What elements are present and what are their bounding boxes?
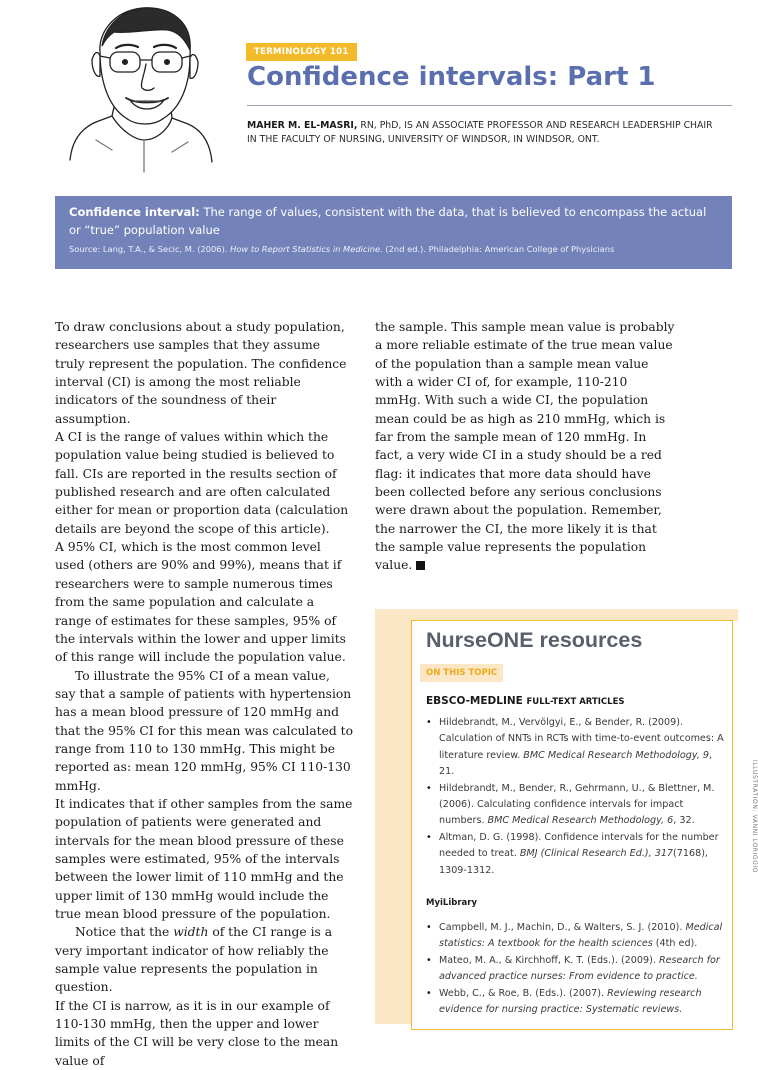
reference-pages: (7168), 1309-1312. — [439, 848, 708, 876]
source-authors: Source: Lang, T.A., & Secic, M. (2006). — [69, 244, 231, 254]
body-text: the sample. This sample mean value is probably a more reliable estimate of the true mean value of the population than a sample mean value with a wider CI of, for example, 110-210 mmHg. With such a wide CI, the population mean could be as high as 210 mmHg, which is far from the sample mean of 120 mmHg. In fact, a very wide CI in a study should be a red flag: it indicates that more data should have been collected before any serious conclusions were drawn about the population. Remember, the narrower the CI, the more likely it is that the sample value represents the population value. — [375, 320, 675, 573]
reference-journal: BMC Medical Research Methodology, 9 — [523, 749, 710, 761]
reference-item[interactable] — [426, 953, 730, 986]
definition-box — [55, 196, 732, 269]
body-paragraph: A 95% CI, which is the most common level used (others are 90% and 99%), means that if researchers were to sample numerous times from the same population and calculate a range of estimates for these samples, 95% of the intervals within the lower and upper limits of this range will include the population value. — [55, 540, 346, 665]
title-divider — [247, 105, 732, 106]
section-heading-sub: FULL-TEXT ARTICLES — [526, 697, 625, 707]
reference-book-title: Reviewing research evidence for nursing practice: Systematic reviews. — [439, 987, 702, 1016]
emphasis-width: width — [173, 925, 209, 940]
author-name: MAHER M. EL-MASRI, — [247, 120, 358, 131]
body-column-right — [375, 318, 675, 575]
reference-text: Hildebrandt, M., Vervölgyi, E., & Bender, R. (2009). Calculation of NNTs in RCTs with time-to-event outcomes: A literature review. — [439, 717, 724, 761]
body-paragraph — [375, 318, 675, 575]
section-tag: TERMINOLOGY 101 — [246, 43, 357, 61]
body-paragraph: To illustrate the 95% CI of a mean value, say that a sample of patients with hypertension has a mean blood pressure of 120 mmHg and that the 95% CI for this mean was calculated to range from 110 to 130 mmHg. This might be reported as: mean 120 mmHg, 95% CI 110-130 mmHg. — [55, 668, 354, 793]
body-paragraph: A CI is the range of values within which the population value being studied is believed to fall. CIs are reported in the results section of published research and are often calculated either for mean or proportion data (calculation details are beyond the scope of this article). — [55, 430, 349, 536]
resources-section-heading — [426, 695, 625, 707]
resources-side-band — [375, 609, 411, 1024]
reference-item[interactable] — [426, 986, 730, 1019]
end-of-article-mark — [416, 561, 425, 570]
body-paragraph: It indicates that if other samples from the same population of patients were generated and intervals for the mean blood pressure of these samples were estimated, 95% of the intervals between the lower limit of 110 mmHg and the upper limit of 130 mmHg would include the true mean blood pressure of the population. — [55, 796, 353, 921]
reference-item[interactable] — [426, 781, 730, 830]
reference-edition: (4th ed). — [652, 938, 698, 950]
resources-topic-tag: ON THIS TOPIC — [420, 664, 503, 682]
resources-article-list — [426, 715, 730, 879]
reference-book-title: Research for advanced practice nurses: From evidence to practice. — [439, 954, 720, 983]
body-paragraph: If the CI is narrow, as it is in our example of 110-130 mmHg, then the upper and lower limits of the CI will be very close to the mean value of — [55, 998, 339, 1068]
reference-text: Webb, C., & Roe, B. (Eds.). (2007). — [439, 987, 608, 999]
source-publisher: . (2nd ed.). Philadelphia: American College of Physicians — [380, 244, 615, 254]
reference-item[interactable] — [426, 715, 730, 781]
definition-term: Confidence interval: — [69, 205, 200, 219]
body-text: Notice that the — [75, 925, 174, 940]
body-column-left — [55, 318, 353, 1070]
article-title: Confidence intervals: Part 1 — [247, 62, 656, 92]
definition-text — [69, 203, 718, 239]
author-credentials: RN, PhD, IS AN ASSOCIATE PROFESSOR AND RESEARCH LEADERSHIP CHAIR — [357, 120, 713, 131]
reference-pages: , 32. — [673, 815, 695, 827]
resources-book-list — [426, 920, 730, 1018]
author-byline — [247, 119, 737, 147]
reference-item[interactable] — [426, 920, 730, 953]
reference-pages: , 21. — [439, 749, 713, 778]
body-paragraph — [55, 923, 353, 996]
reference-journal: BMJ (Clinical Research Ed.), 317 — [519, 848, 674, 860]
reference-text: Mateo, M. A., & Kirchhoff, K. T. (Eds.). (2009). — [439, 954, 659, 966]
definition-source — [69, 243, 718, 255]
body-paragraph: To draw conclusions about a study population, researchers use samples that they assume truly represent the population. The confidence interval (CI) is among the most reliable indicators of the soundness of their assumption. — [55, 320, 347, 426]
resources-library-heading: MyiLibrary — [426, 898, 477, 908]
reference-journal: BMC Medical Research Methodology, 6 — [487, 815, 674, 827]
reference-book-title: Medical statistics: A textbook for the health sciences — [439, 922, 723, 950]
definition-body: The range of values, consistent with the data, that is believed to encompass the actual or “true” population value — [69, 205, 707, 237]
illustration-credit: ILLUSTRATION: VANNI LORIGGIO — [751, 760, 758, 874]
reference-text: Altman, D. G. (1998). Confidence intervals for the number needed to treat. — [439, 831, 719, 860]
author-affiliation: IN THE FACULTY OF NURSING, UNIVERSITY OF WINDSOR, IN WINDSOR, ONT. — [247, 134, 600, 145]
body-text: of the CI range is a very important indicator of how reliably the sample value represents the population in question. — [55, 925, 333, 995]
reference-item[interactable] — [426, 830, 730, 879]
author-portrait-illustration — [52, 0, 230, 172]
source-book-title: How to Report Statistics in Medicine — [230, 244, 381, 254]
reference-text: Hildebrandt, M., Bender, R., Gehrmann, U., & Blettner, M. (2006). Calculating confidence intervals for impact numbers. — [439, 782, 715, 827]
resources-title: NurseONE resources — [426, 628, 643, 652]
section-heading-main: EBSCO-MEDLINE — [426, 695, 527, 707]
reference-text: Campbell, M. J., Machin, D., & Walters, S. J. (2010). — [439, 922, 686, 933]
